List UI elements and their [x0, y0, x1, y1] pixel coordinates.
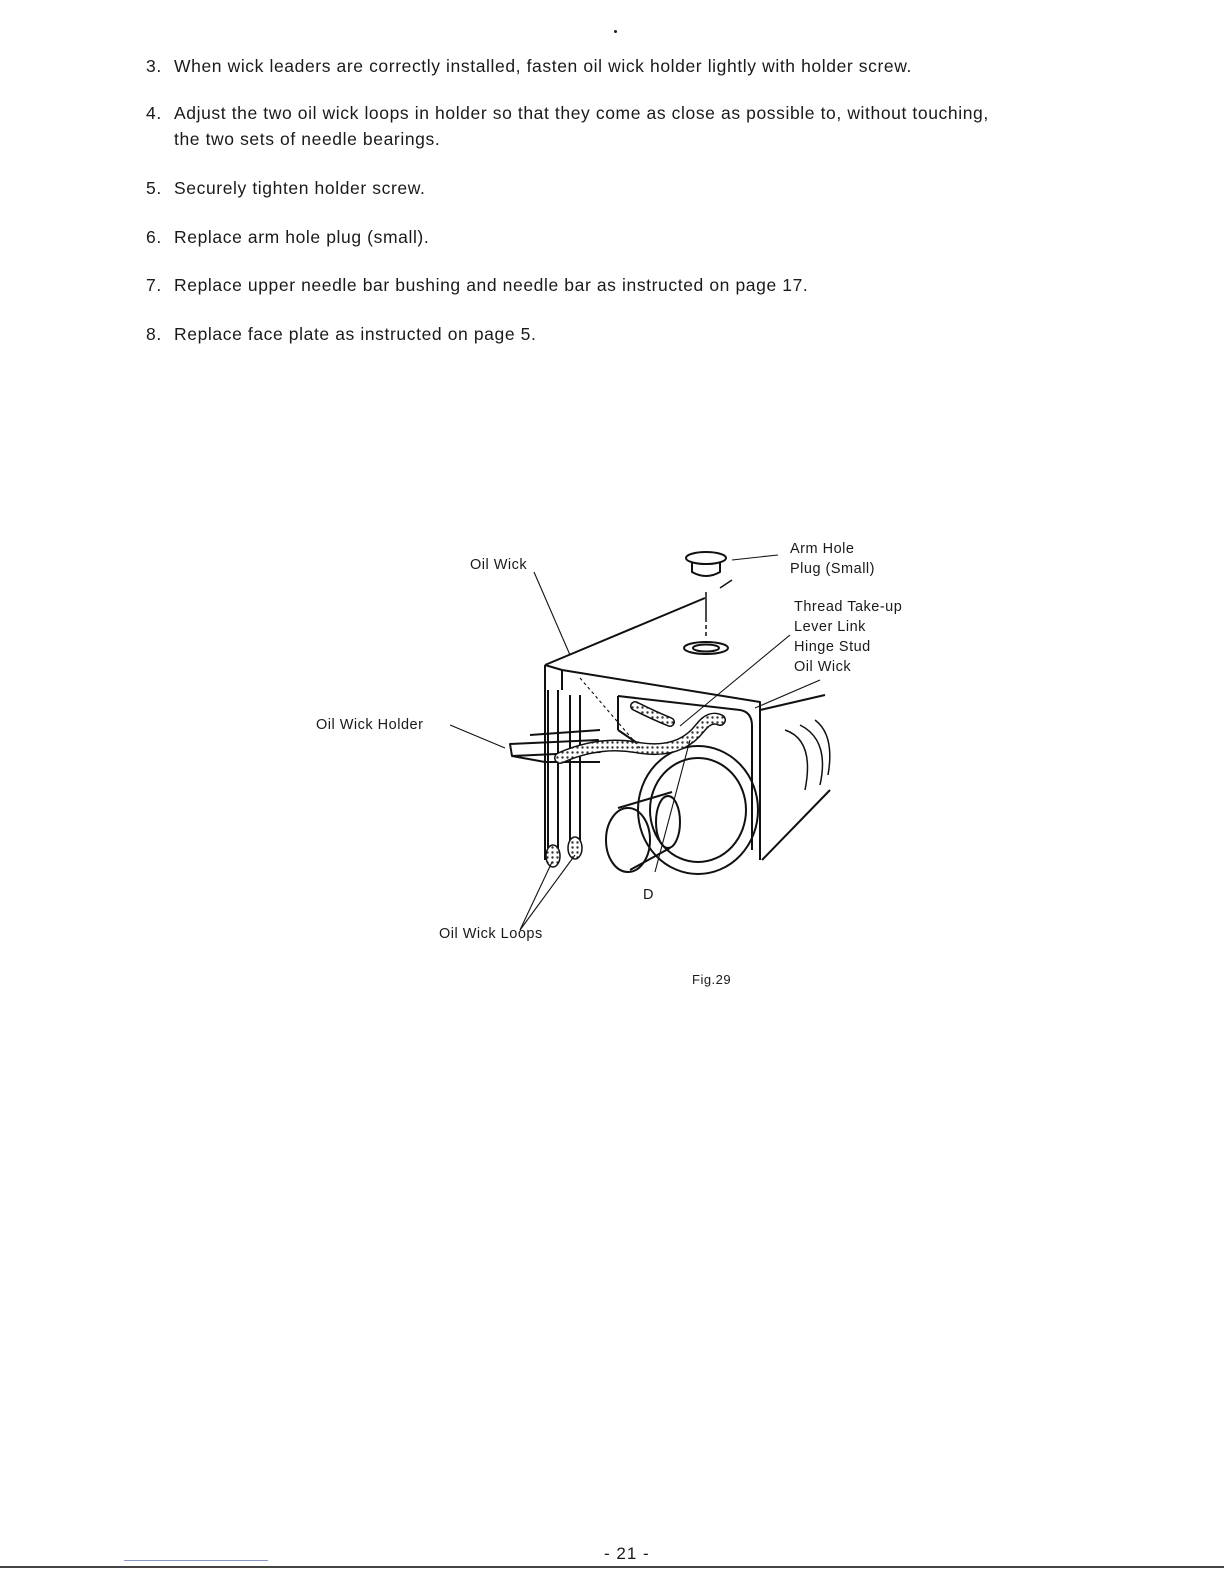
step-text: Replace upper needle bar bushing and needle bar as instructed on page 17. [174, 275, 809, 295]
oil-wick-diagram [300, 530, 960, 970]
page-number: - 21 - [604, 1544, 650, 1563]
figure-29 [300, 530, 960, 970]
step-text-continued: the two sets of needle bearings. [174, 129, 441, 149]
label-d: D [643, 887, 654, 903]
footer-rule [0, 1566, 1224, 1568]
step-5: 5. Securely tighten holder screw. [146, 178, 426, 198]
step-3: 3. When wick leaders are correctly installed, fasten oil wick holder lightly with holder screw. [146, 56, 912, 76]
label-arm-hole-plug: Arm Hole Plug (Small) [790, 541, 875, 577]
step-8: 8. Replace face plate as instructed on page 5. [146, 324, 537, 344]
label-oil-wick-loops: Oil Wick Loops [439, 926, 543, 942]
label-oil-wick: Oil Wick [470, 557, 528, 573]
label-oil-wick-holder: Oil Wick Holder [316, 717, 424, 733]
footer-link-rule [124, 1560, 268, 1561]
step-6: 6. Replace arm hole plug (small). [146, 227, 430, 247]
step-7: 7. Replace upper needle bar bushing and needle bar as instructed on page 17. [146, 275, 809, 295]
label-thread-takeup-oil-wick: Thread Take-up Lever Link Hinge Stud Oil Wick [794, 599, 903, 675]
step-4: 4. Adjust the two oil wick loops in holder so that they come as close as possible to, without touching, the two sets of needle bearings. [146, 100, 989, 152]
step-text: Replace arm hole plug (small). [174, 227, 430, 247]
step-text: Adjust the two oil wick loops in holder so that they come as close as possible to, without touching, [174, 103, 989, 123]
figure-caption: Fig.29 [692, 972, 732, 987]
step-text: Replace face plate as instructed on page 5. [174, 324, 537, 344]
step-text: When wick leaders are correctly installed, fasten oil wick holder lightly with holder screw. [174, 56, 912, 76]
speck-mark [614, 30, 617, 33]
step-text: Securely tighten holder screw. [174, 178, 426, 198]
